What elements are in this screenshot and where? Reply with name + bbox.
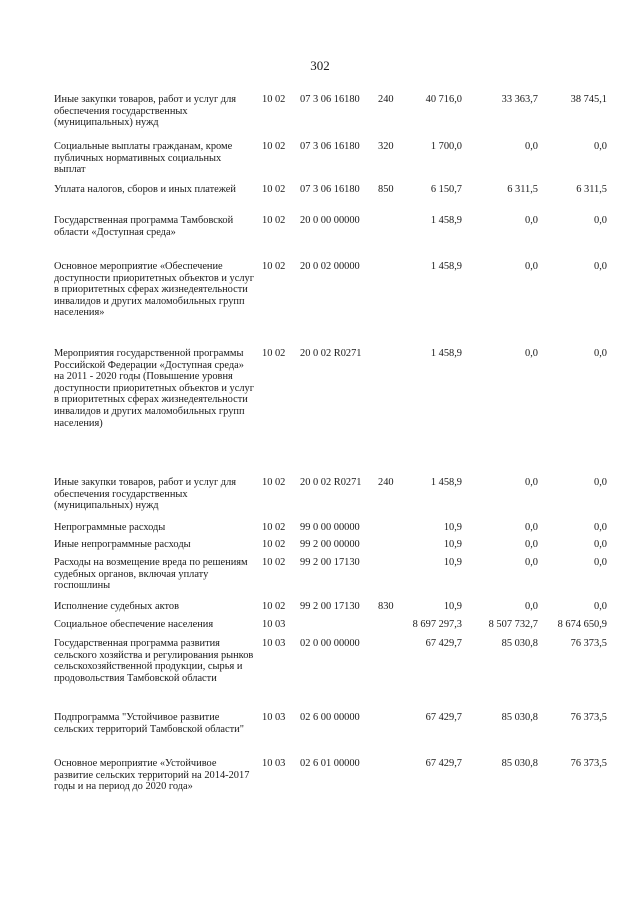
row-target-code: 02 6 01 00000 (300, 758, 360, 769)
row-value-1: 67 429,7 (425, 758, 462, 769)
row-name: Государственная программа развития сельского хозяйства и регулирования рынков сельскохозяйственной продукции, сырья и продовольствия Тамбовской области (54, 638, 254, 684)
row-value-2: 0,0 (525, 557, 538, 568)
row-name: Иные непрограммные расходы (54, 539, 191, 550)
row-name: Расходы на возмещение вреда по решениям судебных органов, включая уплату госпошлины (54, 557, 248, 592)
row-value-3: 38 745,1 (570, 94, 607, 105)
row-value-1: 10,9 (443, 601, 462, 612)
row-name: Иные закупки товаров, работ и услуг для обеспечения государственных (муниципальных) нужд (54, 477, 237, 512)
row-name: Основное мероприятие «Устойчивое развитие сельских территорий на 2014-2017 годы и на период до 2020 года» (54, 758, 250, 793)
row-value-1: 10,9 (443, 522, 462, 533)
row-target-code: 07 3 06 16180 (300, 141, 360, 152)
row-value-2: 33 363,7 (501, 94, 538, 105)
row-target-code: 07 3 06 16180 (300, 184, 360, 195)
row-section: 10 02 (262, 539, 286, 550)
row-name: Государственная программа Тамбовской области «Доступная среда» (54, 215, 234, 238)
row-section: 10 02 (262, 477, 286, 488)
row-value-2: 0,0 (525, 141, 538, 152)
row-target-code: 20 0 02 R0271 (300, 348, 362, 359)
row-name: Исполнение судебных актов (54, 601, 179, 612)
row-value-1: 67 429,7 (425, 638, 462, 649)
row-section: 10 02 (262, 184, 286, 195)
row-name: Непрограммные расходы (54, 522, 166, 533)
row-name: Уплата налогов, сборов и иных платежей (54, 184, 236, 195)
row-target-code: 20 0 00 00000 (300, 215, 360, 226)
row-value-2: 85 030,8 (501, 712, 538, 723)
row-value-1: 40 716,0 (425, 94, 462, 105)
row-expense-type: 850 (378, 184, 394, 195)
row-value-1: 1 700,0 (430, 141, 462, 152)
row-expense-type: 240 (378, 94, 394, 105)
row-value-1: 10,9 (443, 557, 462, 568)
row-value-2: 85 030,8 (501, 758, 538, 769)
row-section: 10 02 (262, 94, 286, 105)
page-number: 302 (310, 58, 330, 73)
row-name: Социальные выплаты гражданам, кроме публичных нормативных социальных выплат (54, 141, 233, 176)
row-value-3: 76 373,5 (570, 638, 607, 649)
row-value-2: 0,0 (525, 477, 538, 488)
row-value-3: 76 373,5 (570, 758, 607, 769)
row-value-2: 0,0 (525, 539, 538, 550)
row-value-3: 0,0 (594, 215, 607, 226)
row-name: Социальное обеспечение населения (54, 619, 214, 630)
row-name: Подпрограмма "Устойчивое развитие сельских территорий Тамбовской области" (54, 712, 244, 735)
row-section: 10 02 (262, 261, 286, 272)
row-name: Основное мероприятие «Обеспечение доступности приоритетных объектов и услуг в приоритетных сферах жизнедеятельности инвалидов и других маломобильных групп населения» (54, 261, 254, 319)
row-value-3: 0,0 (594, 522, 607, 533)
row-value-1: 1 458,9 (430, 215, 462, 226)
row-section: 10 02 (262, 141, 286, 152)
row-value-3: 0,0 (594, 348, 607, 359)
row-section: 10 02 (262, 557, 286, 568)
row-value-3: 8 674 650,9 (557, 619, 607, 630)
row-value-2: 0,0 (525, 215, 538, 226)
row-value-2: 0,0 (525, 348, 538, 359)
row-section: 10 02 (262, 215, 286, 226)
row-value-1: 10,9 (443, 539, 462, 550)
row-target-code: 02 0 00 00000 (300, 638, 360, 649)
row-value-3: 6 311,5 (576, 184, 607, 195)
row-value-2: 0,0 (525, 601, 538, 612)
row-value-2: 85 030,8 (501, 638, 538, 649)
row-expense-type: 240 (378, 477, 394, 488)
row-value-3: 0,0 (594, 477, 607, 488)
row-value-1: 6 150,7 (430, 184, 462, 195)
row-section: 10 03 (262, 712, 286, 723)
row-target-code: 99 2 00 17130 (300, 557, 360, 568)
row-name: Мероприятия государственной программы Российской Федерации «Доступная среда» на 2011 - 2020 годы (Повышение уровня доступности приоритетных объектов и услуг в приоритетных сферах жизнедеятельности инвалидов и других маломобильных групп населения) (54, 348, 254, 429)
row-section: 10 03 (262, 638, 286, 649)
row-section: 10 02 (262, 601, 286, 612)
row-value-2: 6 311,5 (507, 184, 538, 195)
row-target-code: 20 0 02 R0271 (300, 477, 362, 488)
row-name: Иные закупки товаров, работ и услуг для обеспечения государственных (муниципальных) нужд (54, 94, 237, 129)
row-expense-type: 830 (378, 601, 394, 612)
row-value-3: 0,0 (594, 557, 607, 568)
row-value-3: 76 373,5 (570, 712, 607, 723)
row-target-code: 20 0 02 00000 (300, 261, 360, 272)
row-target-code: 07 3 06 16180 (300, 94, 360, 105)
row-value-3: 0,0 (594, 141, 607, 152)
row-value-1: 1 458,9 (430, 348, 462, 359)
row-section: 10 03 (262, 619, 286, 630)
row-value-3: 0,0 (594, 601, 607, 612)
row-value-2: 0,0 (525, 261, 538, 272)
row-target-code: 99 0 00 00000 (300, 522, 360, 533)
row-target-code: 02 6 00 00000 (300, 712, 360, 723)
row-value-3: 0,0 (594, 539, 607, 550)
row-value-1: 1 458,9 (430, 477, 462, 488)
row-target-code: 99 2 00 00000 (300, 539, 360, 550)
row-target-code: 99 2 00 17130 (300, 601, 360, 612)
row-section: 10 02 (262, 348, 286, 359)
row-expense-type: 320 (378, 141, 394, 152)
row-value-2: 8 507 732,7 (488, 619, 538, 630)
row-value-1: 67 429,7 (425, 712, 462, 723)
row-section: 10 03 (262, 758, 286, 769)
row-section: 10 02 (262, 522, 286, 533)
row-value-2: 0,0 (525, 522, 538, 533)
row-value-3: 0,0 (594, 261, 607, 272)
row-value-1: 1 458,9 (430, 261, 462, 272)
row-value-1: 8 697 297,3 (412, 619, 462, 630)
